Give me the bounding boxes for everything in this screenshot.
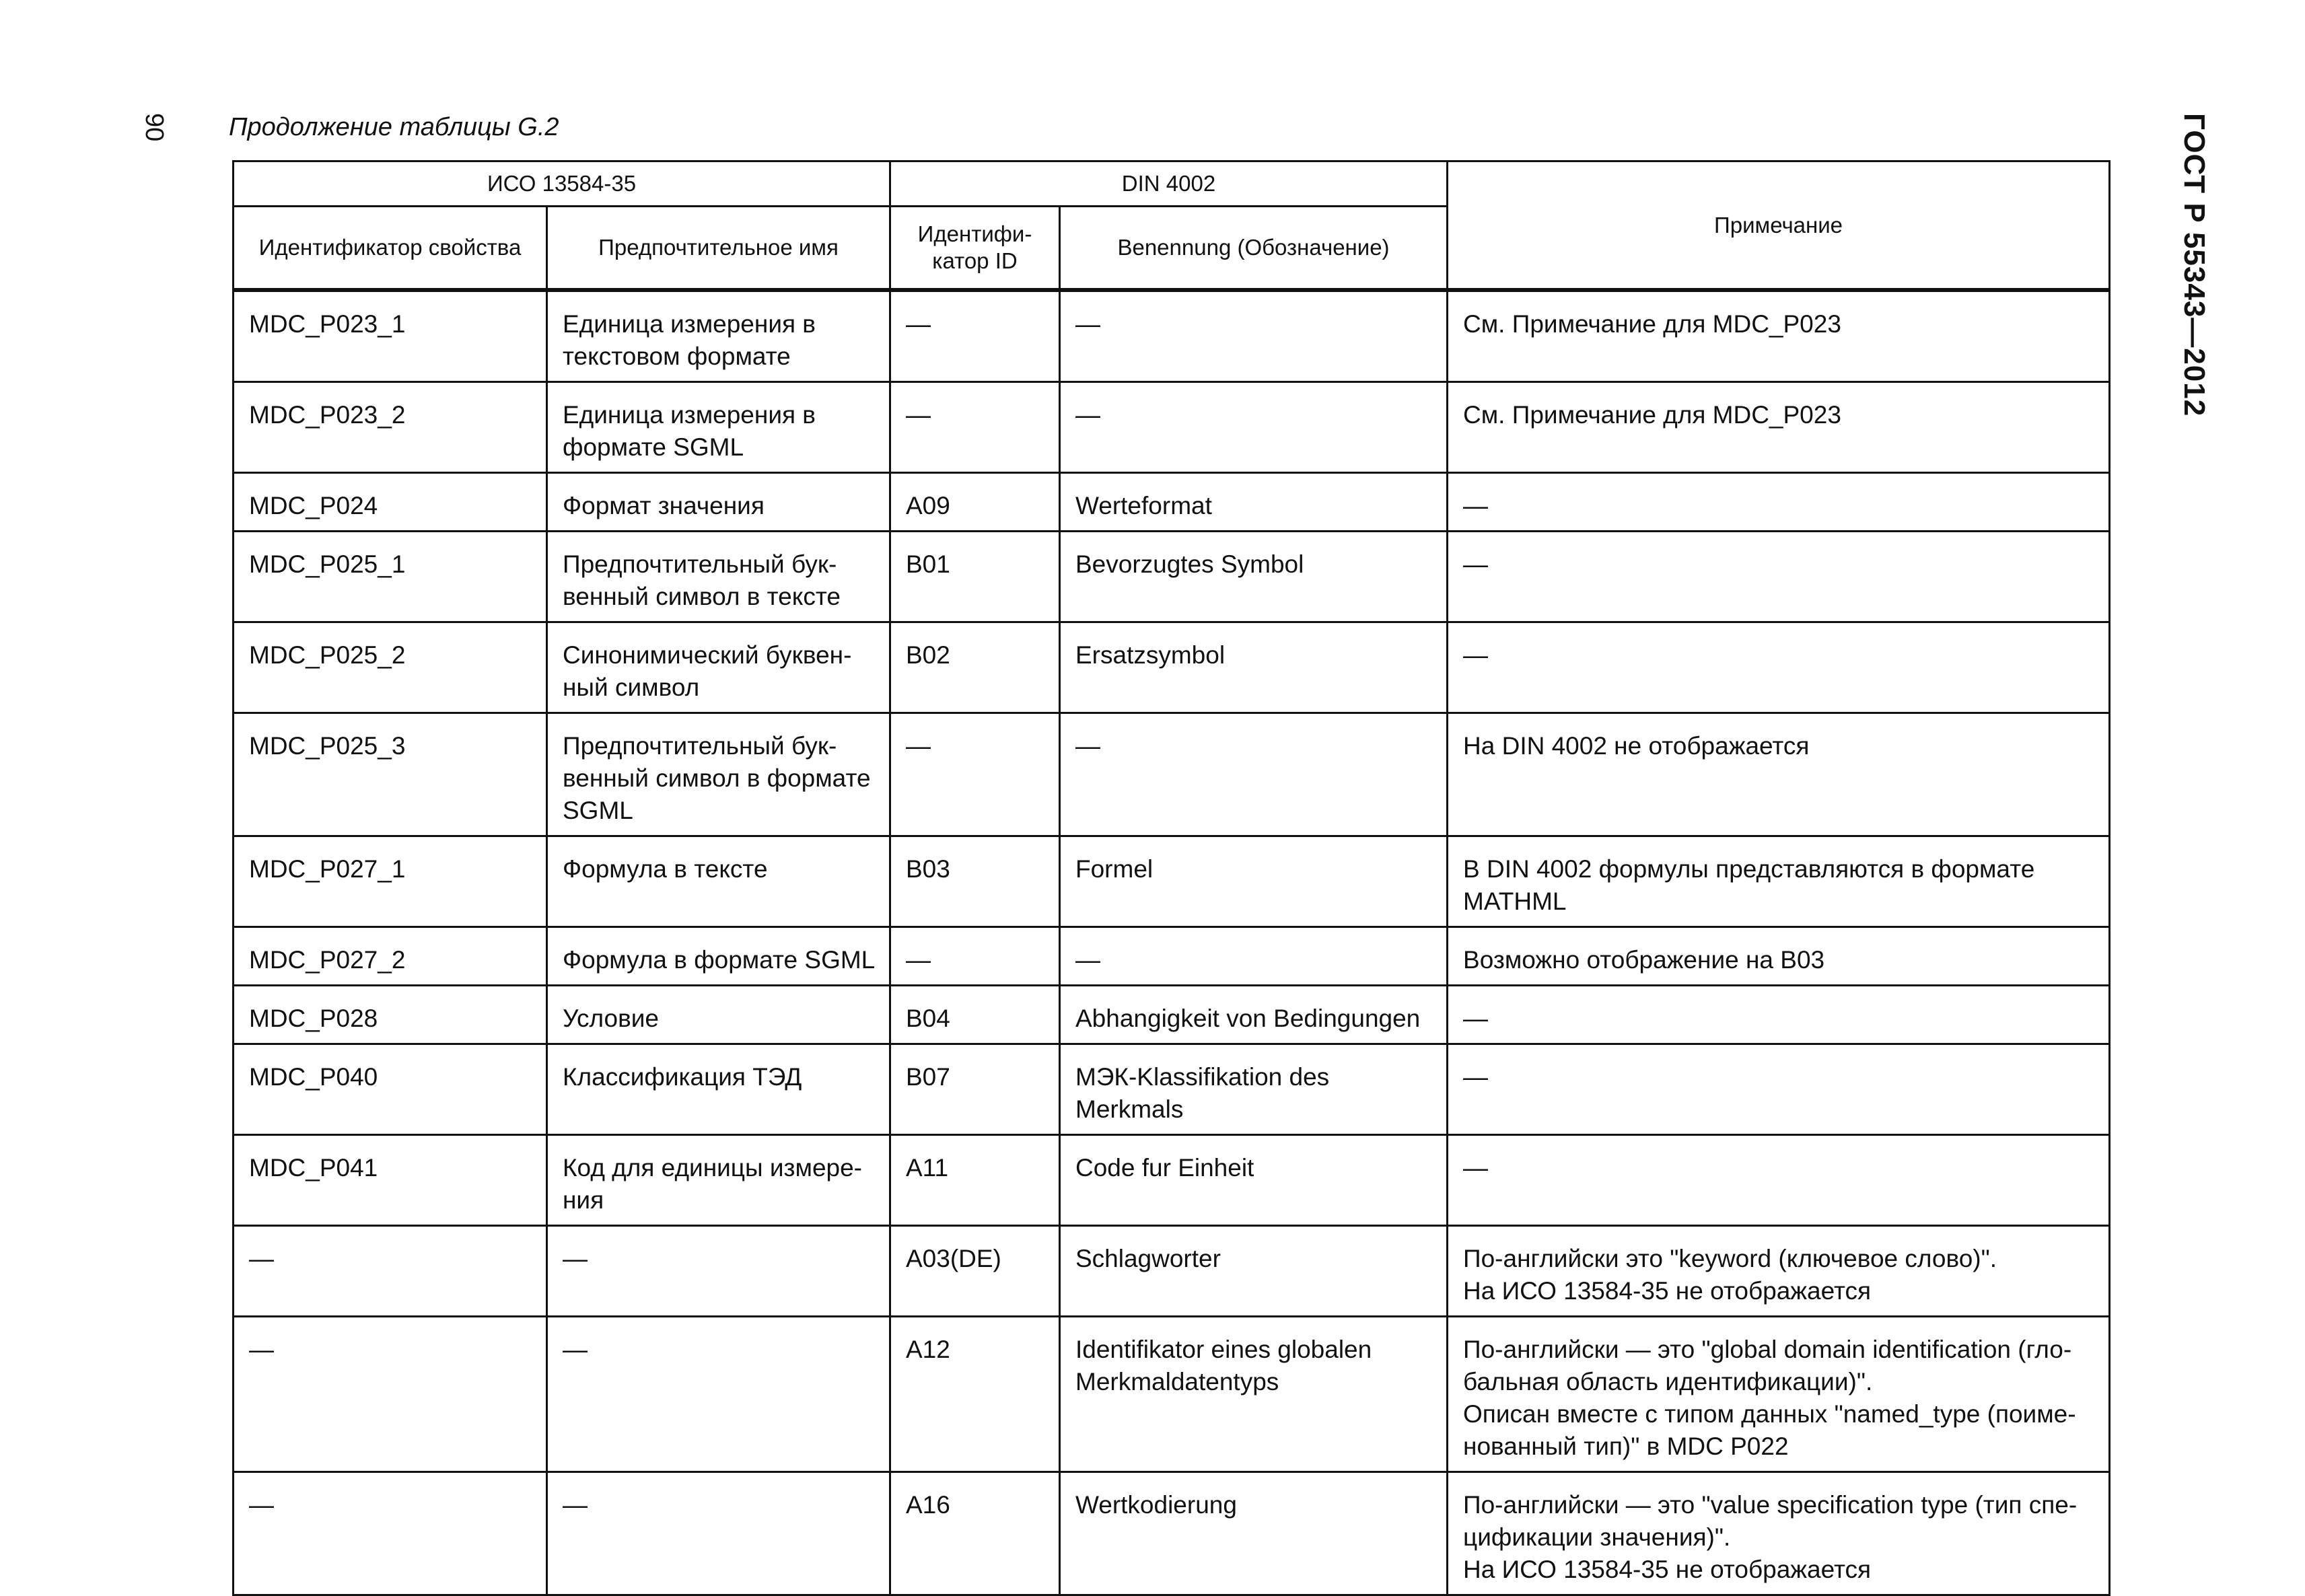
note-line: — [1463,1005,1489,1032]
cell-din-id: — [890,382,1060,473]
table-continuation-caption: Продолжение таблицы G.2 [229,113,559,141]
cell-note [1448,291,2110,382]
cell-preferred-name: Код для единицы измере-ния [547,1135,890,1226]
cell-din-name: МЭК-Klassifikation des Merkmals [1060,1044,1448,1135]
cell-din-id: B01 [890,532,1060,622]
header-din: DIN 4002 [890,161,1448,207]
cell-property-id: — [234,1226,547,1317]
mapping-table [232,160,2111,1596]
cell-din-name: Bevorzugtes Symbol [1060,532,1448,622]
cell-din-name: Identifikator eines globalen Merkmaldatentyps [1060,1317,1448,1472]
note-line: См. Примечание для MDC_P023 [1463,401,1841,429]
header-preferred-name: Предпочтительное имя [547,207,890,289]
note-line: На DIN 4002 не отображается [1463,732,1810,760]
cell-note [1448,473,2110,532]
cell-din-id: A11 [890,1135,1060,1226]
page-number: 90 [140,113,168,142]
table-row [234,836,2110,927]
cell-preferred-name: Предпочтительный бук-венный символ в тексте [547,532,890,622]
table-row [234,1317,2110,1472]
cell-din-id: A09 [890,473,1060,532]
cell-preferred-name: Классификация ТЭД [547,1044,890,1135]
cell-din-id: A12 [890,1317,1060,1472]
table-row [234,986,2110,1044]
cell-note [1448,713,2110,836]
note-line: В DIN 4002 формулы представляются в формате MATHML [1463,855,2035,915]
cell-preferred-name: Единица измерения в формате SGML [547,382,890,473]
cell-din-id: A16 [890,1472,1060,1595]
table-row [234,622,2110,713]
table-row [234,473,2110,532]
cell-note [1448,1135,2110,1226]
table-row [234,532,2110,622]
cell-din-name: — [1060,382,1448,473]
cell-preferred-name: Единица измерения в текстовом формате [547,291,890,382]
note-line: См. Примечание для MDC_P023 [1463,310,1841,338]
cell-din-id: — [890,713,1060,836]
table-row [234,1472,2110,1595]
cell-din-name: — [1060,927,1448,986]
document-code: ГОСТ Р 55343—2012 [2178,113,2211,417]
cell-din-id: — [890,927,1060,986]
table-row [234,382,2110,473]
note-line: Возможно отображение на B03 [1463,946,1825,974]
cell-note [1448,622,2110,713]
note-line: По-английски — это "global domain identification (гло-бальная область идентификации)". [1463,1336,2072,1395]
table-row [234,1044,2110,1135]
cell-din-id: B04 [890,986,1060,1044]
cell-din-name: Werteformat [1060,473,1448,532]
cell-din-name: Abhangigkeit von Bedingungen [1060,986,1448,1044]
cell-note [1448,532,2110,622]
note-line: — [1463,1154,1489,1182]
cell-preferred-name: Формула в тексте [547,836,890,927]
cell-property-id: MDC_P023_1 [234,291,547,382]
cell-note [1448,1044,2110,1135]
cell-property-id: MDC_P025_3 [234,713,547,836]
cell-property-id: MDC_P027_1 [234,836,547,927]
note-line: — [1463,641,1489,669]
header-benennung: Benennung (Обозначение) [1060,207,1448,289]
cell-note [1448,836,2110,927]
cell-din-name: Wertkodierung [1060,1472,1448,1595]
cell-note [1448,382,2110,473]
cell-property-id: MDC_P041 [234,1135,547,1226]
note-line: — [1463,492,1489,519]
cell-preferred-name: Формат значения [547,473,890,532]
cell-note [1448,927,2110,986]
cell-din-name: Formel [1060,836,1448,927]
table-row [234,1226,2110,1317]
header-property-id: Идентификатор свойства [234,207,547,289]
cell-property-id: MDC_P025_1 [234,532,547,622]
cell-preferred-name: Синонимический буквен-ный символ [547,622,890,713]
cell-preferred-name: Формула в формате SGML [547,927,890,986]
table-row [234,927,2110,986]
note-line: — [1463,1063,1489,1091]
note-line: По-английски — это "value specification type (тип спе-цификации значения)". [1463,1491,2078,1551]
cell-preferred-name: Предпочтительный бук-венный символ в формате SGML [547,713,890,836]
cell-preferred-name: — [547,1472,890,1595]
cell-property-id: MDC_P027_2 [234,927,547,986]
header-note: Примечание [1448,161,2110,289]
cell-property-id: MDC_P040 [234,1044,547,1135]
cell-din-name: — [1060,291,1448,382]
note-line: Описан вместе с типом данных "named_type (поиме-нованный тип)" в MDC P022 [1463,1400,2076,1460]
cell-din-name: Code fur Einheit [1060,1135,1448,1226]
cell-property-id: MDC_P023_2 [234,382,547,473]
note-line: — [1463,550,1489,578]
cell-note [1448,1472,2110,1595]
header-iso: ИСО 13584-35 [234,161,890,207]
cell-property-id: MDC_P028 [234,986,547,1044]
cell-property-id: — [234,1317,547,1472]
table-row [234,1135,2110,1226]
cell-preferred-name: Условие [547,986,890,1044]
cell-din-id: B03 [890,836,1060,927]
cell-note [1448,1317,2110,1472]
table-row [234,291,2110,382]
cell-property-id: — [234,1472,547,1595]
note-line: На ИСО 13584-35 не отображается [1463,1556,1872,1583]
cell-din-id: B07 [890,1044,1060,1135]
table-row [234,713,2110,836]
note-line: По-английски это "keyword (ключевое слово)". [1463,1245,1997,1272]
cell-note [1448,1226,2110,1317]
table-body [234,291,2110,1595]
cell-property-id: MDC_P025_2 [234,622,547,713]
cell-din-name: Schlagworter [1060,1226,1448,1317]
cell-preferred-name: — [547,1317,890,1472]
cell-note [1448,986,2110,1044]
cell-din-id: B02 [890,622,1060,713]
cell-din-id: A03(DE) [890,1226,1060,1317]
header-identifier-id: Идентифи-катор ID [890,207,1060,289]
note-line: На ИСО 13584-35 не отображается [1463,1277,1872,1305]
cell-din-name: — [1060,713,1448,836]
cell-preferred-name: — [547,1226,890,1317]
cell-din-name: Ersatzsymbol [1060,622,1448,713]
cell-property-id: MDC_P024 [234,473,547,532]
cell-din-id: — [890,291,1060,382]
